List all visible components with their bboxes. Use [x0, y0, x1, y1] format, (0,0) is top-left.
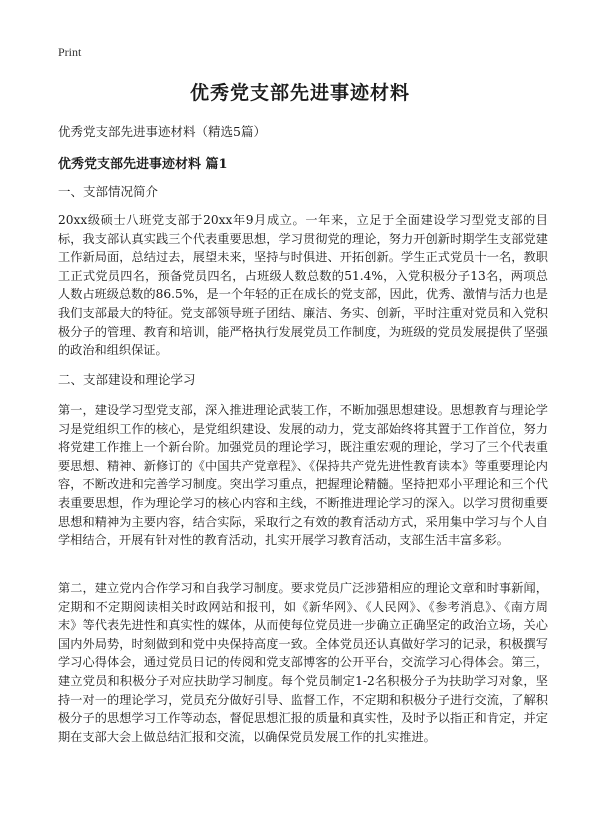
heading-branch-building: 二、支部建设和理论学习 [58, 372, 196, 387]
paragraph-branch-overview: 20xx级硕士八班党支部于20xx年9月成立。一年来，立足于全面建设学习型党支部的目标，我支部认真实践三个代表重要思想，学习贯彻党的理论，努力开创新时期学生支部党建工作新局面，总结过去，展望未来，坚持与时俱进、开拓创新。学生正式党员十一名，教职工正式党员四名，预备党员四名，占班级人数总数的51.4%，入党积极分子13名，两项总人数占班级总数的86.5%，是一个年轻的正在成长的党支部，因此，优秀、激情与活力也是我们支部最大的特征。党支部领导班子团结、廉洁、务实、创新，平时注重对党员和入党积极分子的管理、教育和培训，能严格执行发展党员工作制度，为班级的党员发展提供了坚强的政治和组织保证。 [58, 213, 548, 358]
print-label[interactable]: Print [58, 45, 82, 59]
document-subtitle: 优秀党支部先进事迹材料（精选5篇） [58, 124, 266, 139]
paragraph-learning-party-branch: 第一，建设学习型党支部，深入推进理论武装工作，不断加强思想建设。思想教育与理论学习是党组织工作的核心，是党组织建设、发展的动力，党支部始终将其置于工作首位，努力将党建工作推上一个新台阶。加强党员的理论学习，既注重宏观的理论，学习了三个代表重要思想、精神、新修订的《中国共产党章程》、《保持共产党先进性教育读本》等重要理论内容，不断改进和完善学习制度。突出学习重点，把握理论精髓。坚持把邓小平理论和三个代表重要思想，作为理论学习的核心内容和主线，不断推进理论学习的深入。以学习贯彻重要思想和精神为主要内容，结合实际，采取行之有效的教育活动方式，采用集中学习与个人自学相结合，开展有针对性的教育活动，扎实开展学习教育活动，支部生活丰富多彩。 [58, 403, 548, 548]
heading-branch-overview: 一、支部情况简介 [58, 184, 159, 199]
section-title: 优秀党支部先进事迹材料 篇1 [58, 157, 228, 172]
document-title: 优秀党支部先进事迹材料 [189, 82, 410, 104]
paragraph-study-system: 第二，建立党内合作学习和自我学习制度。要求党员广泛涉猎相应的理论文章和时事新闻，定期和不定期阅读相关时政网站和报刊，如《新华网》、《人民网》、《参考消息》、《南方周末》等代表先进性和真实性的媒体，从而使每位党员进一步确立正确坚定的政治立场，关心国内外局势，时刻做到和党中央保持高度一致。全体党员还认真做好学习的记录，积极撰写学习心得体会，通过党员日记的传阅和党支部博客的公开平台，交流学习心得体会。第三，建立党员和积极分子对应扶助学习制度。每个党员制定1-2名积极分子为扶助学习对象，坚持一对一的理论学习，党员充分做好引导、监督工作，不定期和积极分子进行交流，了解积极分子的思想学习工作等动态，督促思想汇报的质量和真实性，及时予以指正和肯定，并定期在支部大会上做总结汇报和交流，以确保党员发展工作的扎实推进。 [58, 581, 548, 744]
